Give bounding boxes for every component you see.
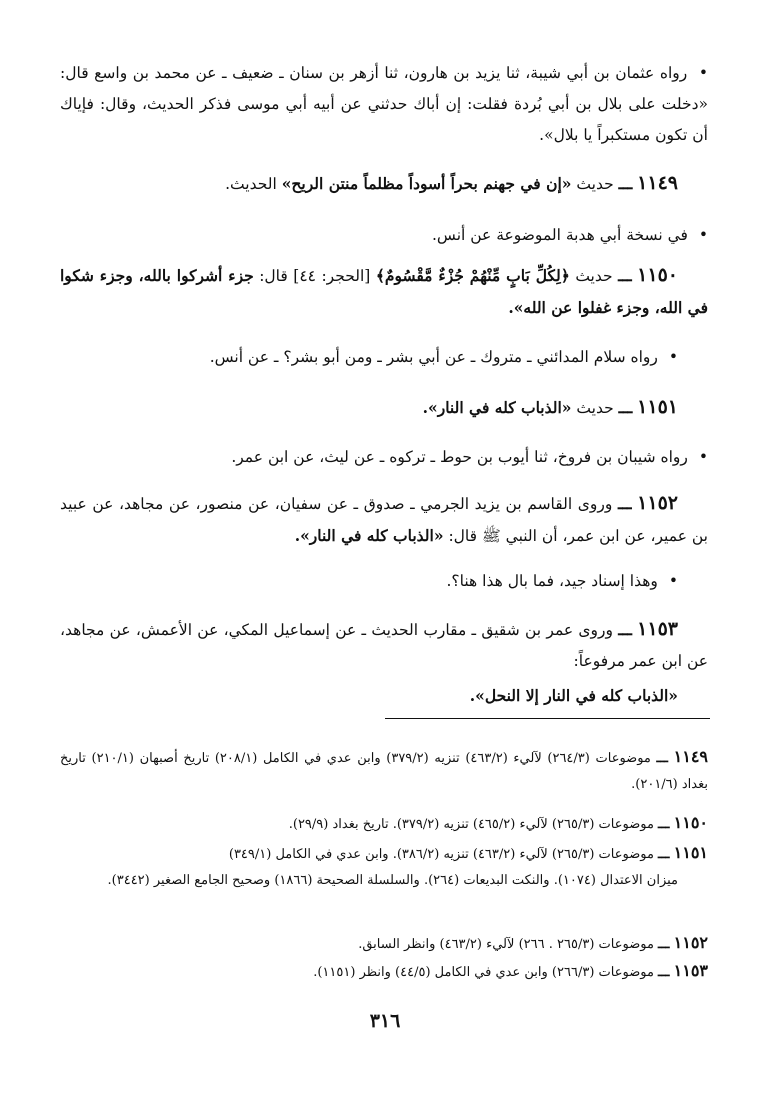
hadith-1153-number: ١١٥٣	[637, 618, 678, 640]
footnote-1151-text-2: ميزان الاعتدال (١٠٧٤). والنكت البديعات (٢٦٤). والسلسلة الصحيحة (١٨٦٦) وصحيح الجامع الصغير (٣٤٤٢).	[107, 873, 678, 888]
paragraph-2	[60, 220, 708, 251]
dash: ـــ	[618, 620, 632, 639]
footnote-1151	[60, 840, 708, 868]
footnote-1152-text: موضوعات (٢٦٥/٣ . ٢٦٦) لآليء (٤٦٣/٢) وانظر السابق.	[358, 937, 654, 952]
hadith-1149	[60, 168, 678, 200]
footnote-1149	[60, 744, 708, 798]
dash: ـــ	[618, 174, 633, 193]
hadith-1152-number: ١١٥٢	[637, 492, 678, 514]
dash: ـــ	[658, 965, 670, 980]
hadith-1150-number: ١١٥٠	[637, 264, 678, 286]
hadith-1149-suffix: الحديث.	[225, 175, 277, 193]
paragraph-5-text: وهذا إسناد جيد، فما بال هذا هنا؟.	[446, 572, 658, 590]
hadith-1149-number: ١١٤٩	[637, 172, 678, 194]
footnote-1150-number: ١١٥٠	[673, 813, 708, 832]
dash: ـــ	[658, 817, 670, 832]
hadith-1151-quote: «الذباب كله في النار».	[422, 398, 572, 417]
hadith-1150	[60, 260, 708, 324]
page-number: ٣١٦	[369, 1010, 401, 1032]
footnote-1151-text: موضوعات (٢٦٥/٣) لآليء (٤٦٣/٢) تنزيه (٣٨٦/٢). وابن عدي في الكامل (٣٤٩/١)	[228, 847, 654, 862]
dash: ـــ	[617, 494, 632, 513]
dash: ـــ	[618, 398, 633, 417]
footnote-1151-number: ١١٥١	[673, 843, 708, 862]
hadith-1151-number: ١١٥١	[637, 396, 678, 418]
dash: ـــ	[618, 266, 632, 285]
dash: ـــ	[656, 751, 668, 766]
paragraph-1	[60, 58, 708, 151]
dash: ـــ	[658, 937, 670, 952]
hadith-1151	[60, 392, 678, 424]
hadith-1150-prefix: حديث	[575, 267, 613, 285]
hadith-1152	[60, 488, 708, 552]
paragraph-3	[60, 342, 678, 373]
hadith-1150-quote: جزء أشركوا بالله، وجزء شكوا في الله، وجزء غفلوا عن الله».	[60, 266, 708, 317]
paragraph-2-text: في نسخة أبي هدبة الموضوعة عن أنس.	[432, 226, 688, 244]
footnote-1150-text: موضوعات (٢٦٥/٣) لآليء (٤٦٥/٢) تنزيه (٣٧٩/٢). تاريخ بغداد (٢٩/٩).	[288, 817, 654, 832]
paragraph-4	[60, 442, 708, 473]
hadith-1150-reference: [الحجر: ٤٤] قال:	[259, 267, 371, 285]
footnote-1149-text: موضوعات (٢٦٤/٣) لآليء (٤٦٣/٢) تنزيه (٣٧٩/٢) وابن عدي في الكامل (٢٠٨/١) تاريخ أصبهان (٢١٠/١) تاريخ بغداد (٢٠١/٦).	[60, 751, 708, 792]
dash: ـــ	[658, 847, 670, 862]
hadith-1153-text: وروى عمر بن شقيق ـ مقارب الحديث ـ عن إسماعيل المكي، عن الأعمش، عن مجاهد، عن ابن عمر مرفوعاً:	[60, 621, 708, 670]
footnote-1152	[60, 930, 708, 958]
footnote-1149-number: ١١٤٩	[673, 747, 709, 766]
footnote-divider	[385, 718, 710, 719]
hadith-1153-quote-text: «الذباب كله في النار إلا النحل».	[469, 686, 678, 705]
hadith-1151-prefix: حديث	[576, 399, 614, 417]
footnote-1151-continued	[60, 868, 678, 894]
hadith-1150-quran-verse: ﴿لِكُلِّ بَابٍ مِّنْهُمْ جُزْءٌ مَّقْسُومٌ﴾	[375, 266, 570, 285]
hadith-1152-text: وروى القاسم بن يزيد الجرمي ـ صدوق ـ عن سفيان، عن منصور، عن مجاهد، عن عبيد بن عمير، عن ابن عمر، أن النبي ﷺ قال:	[60, 495, 708, 545]
footnote-1152-number: ١١٥٢	[673, 933, 708, 952]
hadith-1149-quote: «إن في جهنم بحراً أسوداً مظلماً منتن الريح»	[281, 174, 572, 193]
hadith-1149-prefix: حديث	[576, 175, 614, 193]
hadith-1153-quote	[60, 680, 678, 711]
paragraph-4-text: رواه شيبان بن فروخ، ثنا أيوب بن حوط ـ تركوه ـ عن ليث، عن ابن عمر.	[231, 448, 688, 466]
hadith-1153	[60, 614, 708, 677]
paragraph-3-text: رواه سلام المدائني ـ متروك ـ عن أبي بشر ـ ومن أبو بشر؟ ـ عن أنس.	[209, 348, 658, 366]
footnote-1153	[60, 958, 708, 986]
footnote-1153-text: موضوعات (٢٦٦/٣) وابن عدي في الكامل (٤٤/٥) وانظر (١١٥١).	[313, 965, 654, 980]
paragraph-1-text: رواه عثمان بن أبي شيبة، ثنا يزيد بن هارون، ثنا أزهر بن سنان ـ ضعيف ـ عن محمد بن واسع قال: «دخلت على بلال بن أبي بُردة فقلت: إن أباك حدثني عن أبيه أبي موسى فذكر الحديث، وقال: فإياك أن تكون مستكبراً يا بلال».	[60, 64, 708, 144]
footnote-1150	[60, 810, 708, 838]
hadith-1152-quote: «الذباب كله في النار».	[294, 526, 444, 545]
paragraph-5	[60, 566, 678, 597]
footnote-1153-number: ١١٥٣	[673, 961, 708, 980]
